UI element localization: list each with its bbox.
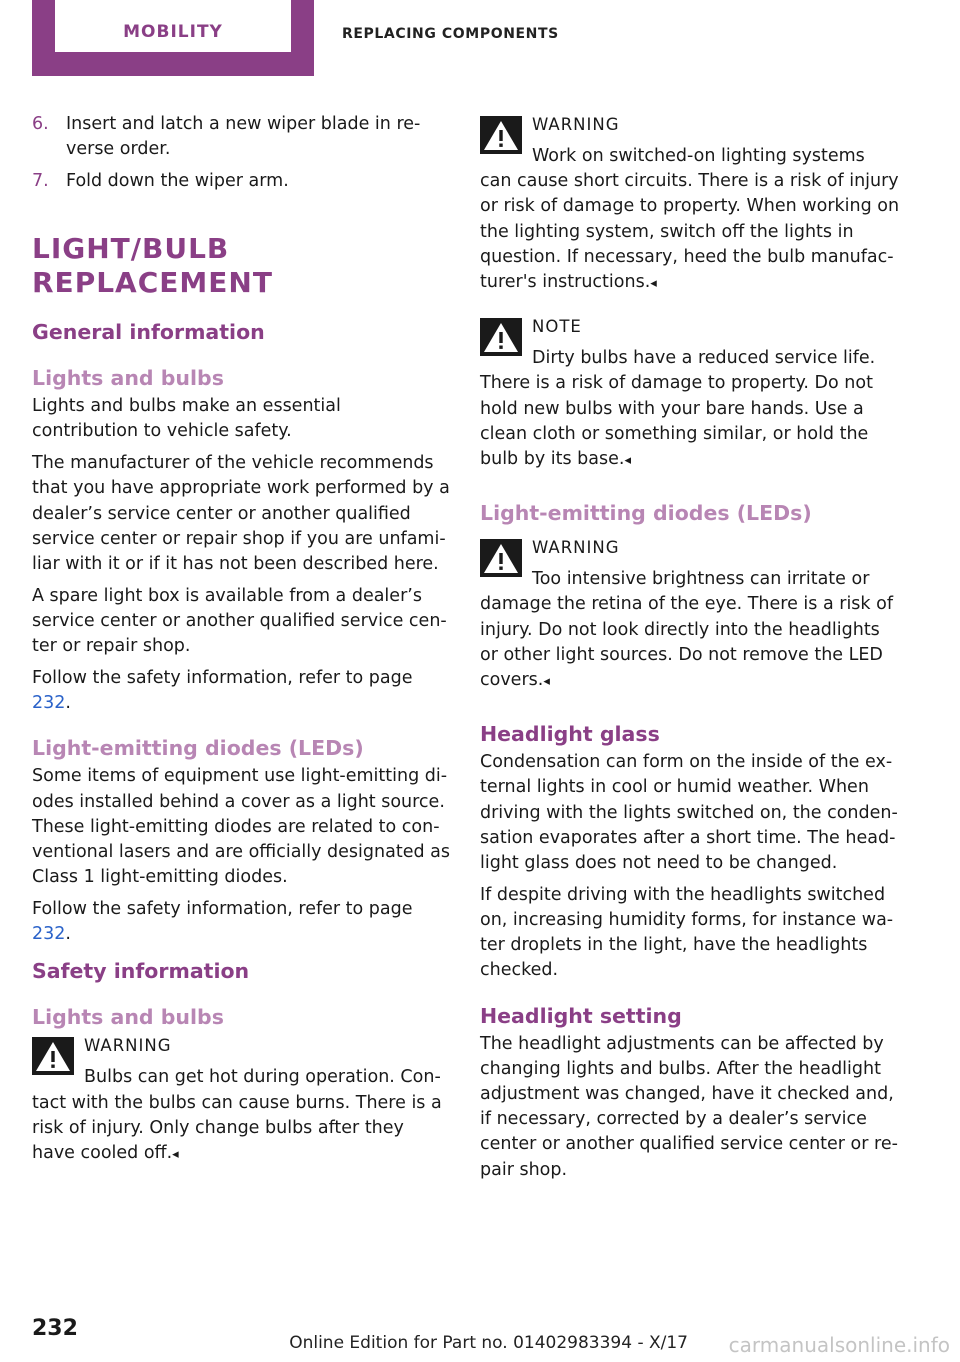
warning-text: Too intensive brightness can irritate or damage the retina of the eye. There is a risk of injury. Do not look directly into the headlights or other light sources. Do not remove the LED covers. [480,569,893,691]
paragraph: The headlight adjustments can be affected by changing lights and bulbs. After the headlight adjustment was changed, have it checked and, if necessary, corrected by a dealer’s service center or another qualified service center or re‐pair shop. [480,1033,898,1180]
paragraph: Follow the safety information, refer to page 232. [32,668,413,714]
topic-heading-lights: Lights and bulbs [32,1005,224,1030]
edition-footer: Online Edition for Part no. 01402983394 - X/17 [289,1333,688,1353]
subsection-heading-safety: Safety information [32,959,250,984]
right-column [480,112,900,1189]
paragraph: If despite driving with the headlights switched on, increasing humidity forms, for instance wa‐ter droplets in the light, have the headlights checked. [480,884,894,981]
paragraph: Lights and bulbs make an essential contribution to vehicle safety. [32,396,341,442]
list-number: 7. [32,171,49,191]
end-mark-icon: ◂ [172,1147,179,1163]
warning-block [480,535,900,694]
warning-triangle-icon [480,539,522,577]
warning-triangle-icon [480,318,522,356]
chapter-tab-label[interactable]: MOBILITY [123,22,223,42]
list-text: Insert and latch a new wiper blade in re‐verse order. [66,114,421,160]
warning-triangle-icon [480,116,522,154]
subsection-heading-glass: Headlight glass [480,722,660,747]
list-item [32,112,452,162]
list-number: 6. [32,114,49,134]
list-item [32,169,452,194]
warning-triangle-icon [32,1037,74,1075]
breadcrumb[interactable]: REPLACING COMPONENTS [342,26,559,42]
paragraph: Condensation can form on the inside of the ex‐ternal lights in cool or humid weather. When driving with the lights switched on, the conden‐sation evaporates after a short time. The head‐light glass does not need to be changed. [480,752,898,874]
end-mark-icon: ◂ [543,674,550,690]
watermark: carmanualsonline.info [728,1333,950,1357]
page-link[interactable]: 232 [32,924,66,945]
topic-heading-leds: Light-emitting diodes (LEDs) [480,501,812,526]
left-column [32,112,452,1185]
warning-text: Bulbs can get hot during operation. Con‐tact with the bulbs can cause burns. There is a risk of injury. Only change bulbs after they have cooled off. [32,1067,442,1164]
paragraph: A spare light box is available from a dealer’s service center or another qualified service cen‐ter or repair shop. [32,585,447,657]
topic-heading-lights: Lights and bulbs [32,366,224,391]
warning-title: WARNING [532,115,620,134]
end-mark-icon: ◂ [650,276,657,292]
topic-heading-leds: Light-emitting diodes (LEDs) [32,736,364,761]
section-heading: LIGHT/BULB REPLACEMENT [32,232,273,300]
page-number: 232 [32,1316,78,1341]
warning-text: Work on switched-on lighting systems can cause short circuits. There is a risk of injury or risk of damage to property. When working on the lighting system, switch off the lights in question. If necessary, heed the bulb manufac‐turer's instructions. [480,146,900,293]
note-block [480,314,900,473]
list-text: Fold down the wiper arm. [66,171,289,191]
paragraph: The manufacturer of the vehicle recommends that you have appropriate work performed by a dealer’s service center or another qualified service center or repair shop if you are unfami‐liar with it or if it has not been described here. [32,453,450,575]
paragraph-text: Follow the safety information, refer to page [32,668,413,689]
note-text: Dirty bulbs have a reduced service life. There is a risk of damage to property. Do not hold new bulbs with your bare hands. Use a clean cloth or something similar, or hold the bulb by its base. [480,348,876,470]
warning-block [480,112,900,296]
subsection-heading-general: General information [32,320,265,345]
end-mark-icon: ◂ [624,453,631,469]
subsection-heading-setting: Headlight setting [480,1003,682,1028]
warning-title: WARNING [532,538,620,558]
warning-title: WARNING [84,1036,172,1056]
paragraph: Follow the safety information, refer to page 232. [32,899,413,945]
warning-block [32,1033,452,1167]
page-link[interactable]: 232 [32,693,66,714]
paragraph-text: Follow the safety information, refer to page [32,899,413,920]
note-title: NOTE [532,317,582,337]
paragraph: Some items of equipment use light-emitting di‐odes installed behind a cover as a light source. These light-emitting diodes are related to con‐ventional lasers and are officially designated as Class 1 light-emitting diodes. [32,766,450,888]
